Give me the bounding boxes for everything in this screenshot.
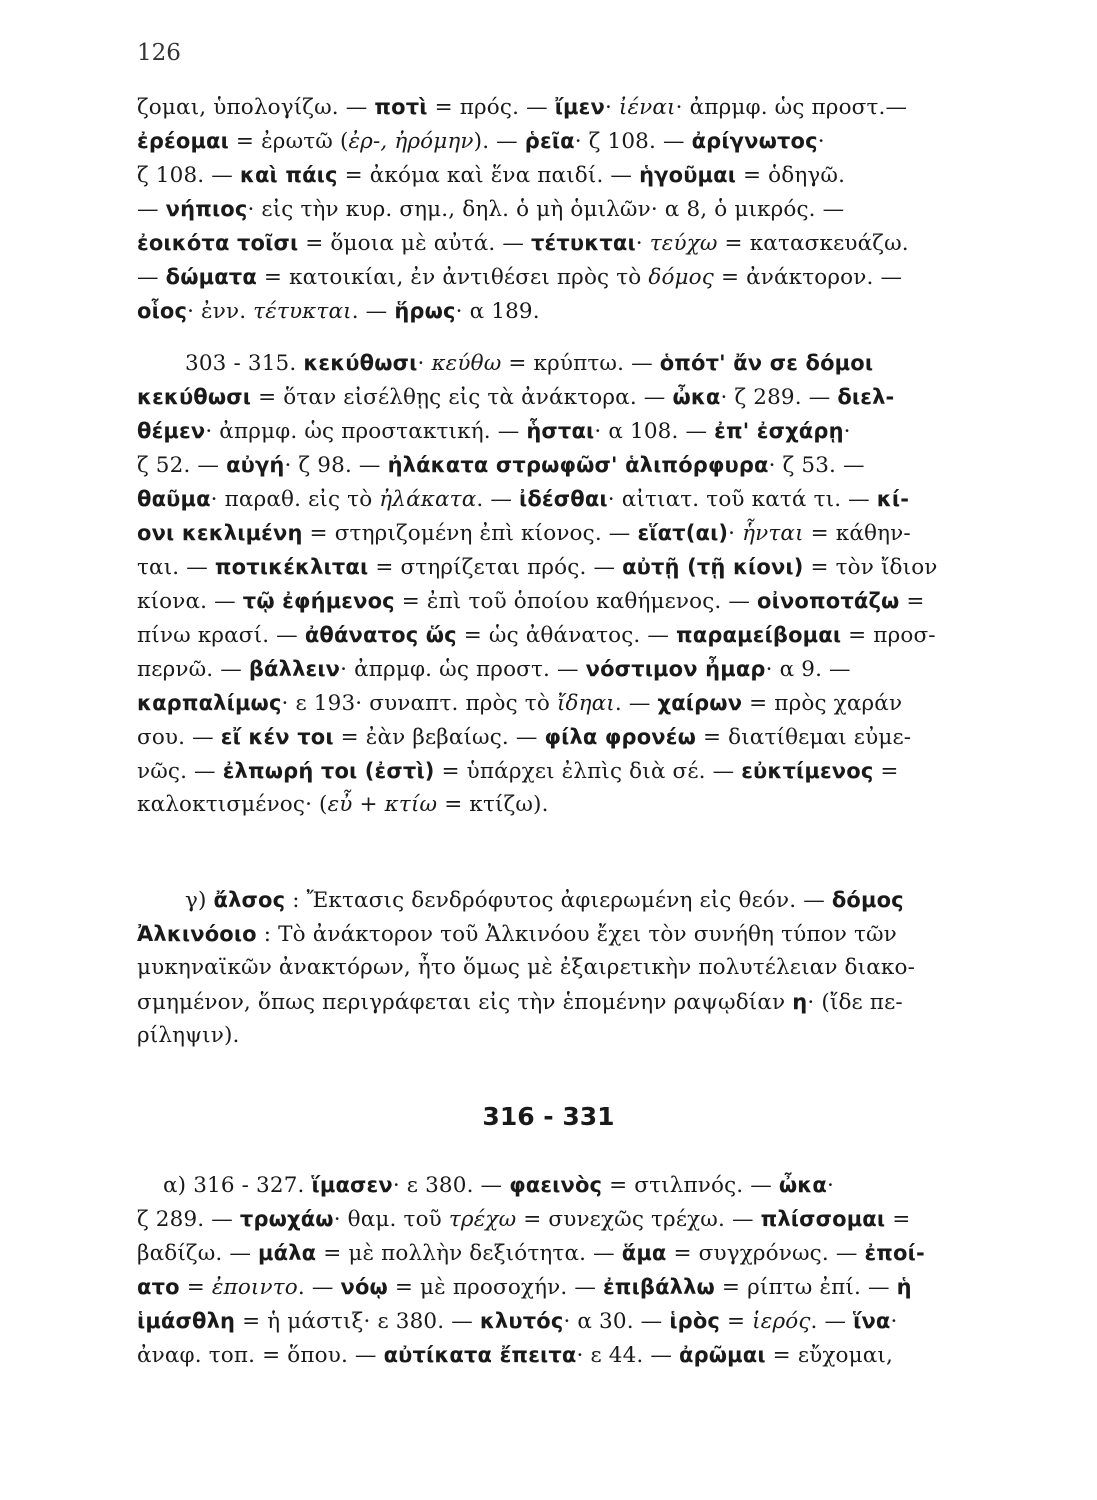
text-line: ἐρέομαι = ἐρωτῶ (ἐρ-, ἠρόμην). — ῥεῖα· ζ 108. — ἀρίγνωτος· — [137, 129, 825, 154]
text-line: γ) ἄλσος : Ἔκτασις δενδρόφυτος ἀφιερωμένη εἰς θεόν. — δόμος — [185, 888, 904, 913]
commentary-paragraph-3 — [137, 883, 992, 1053]
text-line: ρίληψιν). — [137, 1023, 240, 1048]
text-line: σου. — εἴ κέν τοι = ἐὰν βεβαίως. — φίλα φρονέω = διατίθεμαι εὐμε- — [137, 725, 912, 750]
text-line: κίονα. — τῷ ἐφήμενος = ἐπὶ τοῦ ὁποίου καθήμενος. — οἰνοποτάζω = — [137, 589, 925, 614]
text-line: ζ 52. — αὐγή· ζ 98. — ἠλάκατα στρωφῶσ' ἁλιπόρφυρα· ζ 53. — — [137, 453, 865, 478]
text-line: α) 316 - 327. ἵμασεν· ε 380. — φαεινὸς = στιλπνός. — ὦκα· — [163, 1173, 834, 1198]
text-line: — δώματα = κατοικίαι, ἐν ἀντιθέσει πρὸς τὸ δόμος = ἀνάκτορον. — — [137, 265, 903, 290]
text-line: κεκύθωσι = ὅταν εἰσέλθῃς εἰς τὰ ἀνάκτορα. — ὦκα· ζ 289. — διελ- — [137, 385, 895, 410]
glossary-paragraph-1 — [137, 90, 992, 328]
text-line: πίνω κρασί. — ἀθάνατος ὥς = ὡς ἀθάνατος. — παραμείβομαι = προσ- — [137, 623, 936, 648]
text-line: οἷος· ἐνν. τέτυκται. — ἥρως· α 189. — [137, 299, 540, 324]
glossary-paragraph-4 — [137, 1168, 992, 1372]
text-line: νῶς. — ἐλπωρή τοι (ἐστὶ) = ὑπάρχει ἐλπὶς διὰ σέ. — εὐκτίμενος = — [137, 759, 899, 784]
text-line: ζ 289. — τρωχάω· θαμ. τοῦ τρέχω = συνεχῶς τρέχω. — πλίσσομαι = — [137, 1207, 911, 1232]
text-line: καλοκτισμένος· (εὖ + κτίω = κτίζω). — [137, 792, 549, 817]
page-number: 126 — [137, 40, 181, 66]
text-line: ονι κεκλιμένη = στηριζομένη ἐπὶ κίονος. — εἵατ(αι)· ἧνται = κάθην- — [137, 521, 911, 546]
text-line: ται. — ποτικέκλιται = στηρίζεται πρός. — αὐτῇ (τῇ κίονι) = τὸν ἴδιον — [137, 555, 938, 580]
section-heading: 316 - 331 — [482, 1102, 615, 1131]
text-line: ατο = ἐποιντο. — νόῳ = μὲ προσοχήν. — ἐπιβάλλω = ρίπτω ἐπί. — ἡ — [137, 1275, 912, 1300]
text-line: μυκηναϊκῶν ἀνακτόρων, ἦτο ὅμως μὲ ἐξαιρετικὴν πολυτέλειαν διακο- — [137, 955, 915, 980]
text-line: περνῶ. — βάλλειν· ἀπρμφ. ὡς προστ. — νόστιμον ἦμαρ· α 9. — — [137, 657, 851, 682]
text-line: 303 - 315. κεκύθωσι· κεύθω = κρύπτω. — ὁπότ' ἄν σε δόμοι — [185, 351, 874, 376]
text-line: ζομαι, ὑπολογίζω. — ποτὶ = πρός. — ἴμεν· ἰέναι· ἀπρμφ. ὡς προστ.— — [137, 95, 908, 120]
glossary-paragraph-2 — [137, 346, 992, 822]
text-line: ἐοικότα τοῖσι = ὅμοια μὲ αὐτά. — τέτυκται· τεύχω = κατασκευάζω. — [137, 231, 909, 256]
text-line: ζ 108. — καὶ πάις = ἀκόμα καὶ ἕνα παιδί. — ἡγοῦμαι = ὁδηγῶ. — [137, 163, 846, 188]
text-line: καρπαλίμως· ε 193· συναπτ. πρὸς τὸ ἴδηαι. — χαίρων = πρὸς χαράν — [137, 691, 903, 716]
text-line: θαῦμα· παραθ. εἰς τὸ ἠλάκατα. — ἰδέσθαι· αἰτιατ. τοῦ κατά τι. — κί- — [137, 487, 910, 512]
text-line: θέμεν· ἀπρμφ. ὡς προστακτική. — ἧσται· α 108. — ἐπ' ἐσχάρῃ· — [137, 419, 851, 444]
text-line: ἱμάσθλη = ἡ μάστιξ· ε 380. — κλυτός· α 30. — ἱρὸς = ἱερός. — ἵνα· — [137, 1309, 898, 1334]
text-line: Ἀλκινόοιο : Τὸ ἀνάκτορον τοῦ Ἀλκινόου ἔχει τὸν συνήθη τύπον τῶν — [137, 922, 897, 947]
text-line: ἀναφ. τοπ. = ὅπου. — αὐτίκατα ἔπειτα· ε 44. — ἀρῶμαι = εὔχομαι, — [137, 1343, 893, 1368]
text-line: βαδίζω. — μάλα = μὲ πολλὴν δεξιότητα. — ἅμα = συγχρόνως. — ἐποί- — [137, 1241, 925, 1266]
text-line: σμημένον, ὅπως περιγράφεται εἰς τὴν ἑπομένην ραψῳδίαν η· (ἴδε πε- — [137, 990, 903, 1015]
text-line: — νήπιος· εἰς τὴν κυρ. σημ., δηλ. ὁ μὴ ὁμιλῶν· α 8, ὁ μικρός. — — [137, 197, 845, 222]
